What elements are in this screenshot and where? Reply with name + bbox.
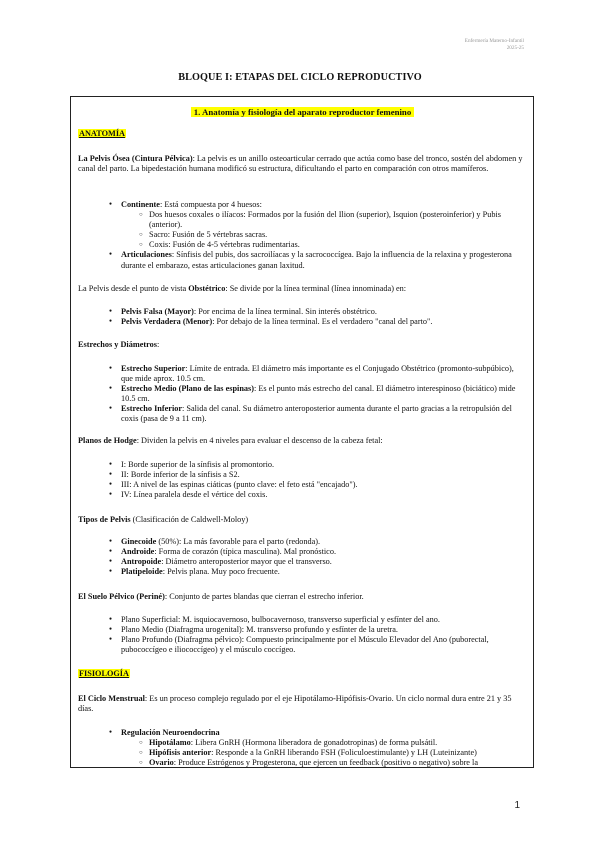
anatomia-label: ANATOMÍA — [79, 129, 125, 138]
antropoide-text: : Diámetro anteroposterior mayor que el transverso. — [161, 557, 332, 567]
section-1-title: 1. Anatomía y fisiología del aparato reproductor femenino — [191, 107, 414, 117]
antropoide-term: Antropoide — [121, 557, 162, 567]
estrecho-medio-text: : Es el punto más estrecho del canal. El diámetro interespinoso (biciático) mide 10.5 cm. — [121, 384, 516, 404]
list-item-androide — [78, 547, 527, 557]
estrecho-inferior-term: Estrecho Inferior — [121, 404, 183, 414]
page-number: 1 — [514, 800, 520, 811]
estrecho-medio-term: Estrecho Medio (Plano de las espinas) — [121, 384, 254, 394]
estrecho-superior-text: : Límite de entrada. El diámetro más importante es el Conjugado Obstétrico (promonto-subpúbico), que mide aprox. 10.5 cm. — [121, 364, 514, 384]
articulaciones-term: Articulaciones — [121, 250, 172, 260]
list-item-hodge-3: ● III: A nivel de las espinas ciáticas (punto clave: el feto está "encajado"). — [78, 480, 527, 490]
pelvis-components-list — [78, 200, 527, 271]
pelvis-osea-paragraph — [78, 154, 527, 174]
header-year: 2025-25 — [506, 44, 524, 51]
obstetrico-paragraph — [78, 284, 527, 294]
hodge-paragraph — [78, 436, 527, 446]
hodge-term: Planos de Hodge — [78, 436, 137, 445]
ginecoide-term: Ginecoide — [121, 537, 157, 546]
estrecho-inferior-text: : Salida del canal. Su diámetro anteroposterior aumenta durante el parto gracias a la retropulsión del coxis (pasa de 9 a 11 cm). — [121, 404, 512, 424]
list-item-pelvis-falsa — [78, 307, 527, 317]
list-item-articulaciones — [78, 250, 527, 270]
estrecho-superior-term: Estrecho Superior — [121, 364, 186, 373]
pelvis-osea-term: La Pelvis Ósea (Cintura Pélvica) — [78, 154, 193, 163]
list-item-pelvis-verdadera — [78, 317, 527, 327]
tipos-list — [78, 537, 527, 577]
regulacion-sublist — [121, 738, 527, 768]
anatomia-heading — [78, 129, 527, 139]
platipeloide-term: Platipeloide — [121, 567, 163, 577]
pelvis-types-list — [78, 307, 527, 327]
ciclo-paragraph — [78, 694, 527, 714]
hipotalamo-term: Hipotálamo — [149, 738, 191, 748]
hipofisis-text: : Responde a la GnRH liberando FSH (Foliculoestimulante) y LH (Luteinizante) — [211, 748, 477, 758]
articulaciones-text: : Sínfisis del pubis, dos sacroilíacas y la sacrococcígea. Bajo la influencia de la relaxina y progesterona durante el embarazo, estas articulaciones ganan laxitud. — [121, 250, 512, 270]
regulacion-list — [78, 728, 527, 768]
obstetrico-pre: La Pelvis desde el punto de vista — [78, 284, 189, 293]
estrechos-title: Estrechos y Diámetros — [78, 340, 157, 349]
list-item-estrecho-inferior — [78, 404, 527, 424]
suelo-paragraph — [78, 592, 527, 602]
pelvis-osea-text: : La pelvis es un anillo osteoarticular cerrado que actúa como base del tronco, sostén del abdomen y canal del parto. La bipedestación humana modificó su estructura, dificultando el parto en comparación con otros mamíferos. — [78, 154, 523, 174]
regulacion-term: Regulación Neuroendocrina — [121, 728, 220, 737]
tipos-text: (Clasificación de Caldwell-Moloy) — [130, 515, 249, 524]
list-item-plano-superficial: ● Plano Superficial: M. isquiocavernoso, bulbocavernoso, transverso superficial y esfínter del ano. — [78, 615, 527, 625]
pelvis-verdadera-text: : Por debajo de la línea terminal. Es el verdadero "canal del parto". — [212, 317, 433, 327]
list-item-sacro: ○ Sacro: Fusión de 5 vértebras sacras. — [78, 230, 527, 240]
list-item-coxales: ○ Dos huesos coxales o ilíacos: Formados por la fusión del Ilion (superior), Isquion (posteroinferior) y Pubis (anterior). — [78, 210, 527, 230]
platipeloide-text: : Pelvis plana. Muy poco frecuente. — [162, 567, 280, 577]
list-item-plano-profundo: ● Plano Profundo (Diafragma pélvico): Compuesto principalmente por el Músculo Elevador del Ano (puborectal, pubococcígeo e iliococcígeo) y el músculo coccígeo. — [78, 635, 527, 655]
list-item-platipeloide — [78, 567, 527, 577]
list-item-estrecho-medio — [78, 384, 527, 404]
continente-term: Continente — [121, 200, 160, 209]
fisiologia-label: FISIOLOGÍA — [79, 669, 129, 678]
hodge-list — [78, 460, 527, 500]
ovario-term: Ovario — [149, 758, 174, 768]
section-1-heading — [78, 107, 527, 118]
suelo-list — [78, 615, 527, 655]
content-frame — [70, 96, 534, 768]
pelvis-falsa-text: : Por encima de la línea terminal. Sin interés obstétrico. — [193, 307, 377, 316]
list-item-plano-medio: ● Plano Medio (Diafragma urogenital): M. transverso profundo y esfínter de la uretra. — [78, 625, 527, 635]
ovario-text: : Produce Estrógenos y Progesterona, que ejercen un feedback (positivo o negativo) sobre la — [173, 758, 478, 768]
estrechos-list — [78, 364, 527, 425]
list-item-hodge-4: ● IV: Línea paralela desde el vértice del coxis. — [78, 490, 527, 500]
hipotalamo-text: : Libera GnRH (Hormona liberadora de gonadotropinas) de forma pulsátil. — [190, 738, 438, 748]
suelo-text: : Conjunto de partes blandas que cierran el estrecho inferior. — [164, 592, 364, 601]
list-item-continente — [78, 200, 527, 250]
continente-sublist — [121, 210, 527, 250]
obstetrico-text: : Se divide por la línea terminal (línea innominada) en: — [225, 284, 407, 293]
list-item-ginecoide — [78, 537, 527, 547]
continente-text: : Está compuesta por 4 huesos: — [159, 200, 262, 209]
androide-text: : Forma de corazón (típica masculina). Mal pronóstico. — [154, 547, 337, 557]
list-item-ovario — [78, 758, 527, 768]
list-item-hipotalamo — [78, 738, 527, 748]
hodge-text: : Dividen la pelvis en 4 niveles para evaluar el descenso de la cabeza fetal: — [136, 436, 383, 445]
list-item-hipofisis — [78, 748, 527, 758]
ginecoide-text: (50%): La más favorable para el parto (redonda). — [156, 537, 321, 546]
suelo-term: El Suelo Pélvico (Periné) — [78, 592, 165, 601]
tipos-paragraph — [78, 515, 527, 525]
estrechos-colon: : — [156, 340, 160, 349]
tipos-term: Tipos de Pelvis — [78, 515, 131, 524]
list-item-antropoide — [78, 557, 527, 567]
page-header — [465, 38, 524, 51]
list-item-coxis: ○ Coxis: Fusión de 4-5 vértebras rudimentarias. — [78, 240, 527, 250]
list-item-regulacion — [78, 728, 527, 768]
hipofisis-term: Hipófisis anterior — [149, 748, 212, 758]
androide-term: Androide — [121, 547, 155, 557]
ciclo-text: : Es un proceso complejo regulado por el eje Hipotálamo-Hipófisis-Ovario. Un ciclo normal dura entre 21 y 35 días. — [78, 694, 512, 714]
pelvis-falsa-term: Pelvis Falsa (Mayor) — [121, 307, 194, 316]
fisiologia-heading — [78, 669, 527, 679]
document-title: BLOQUE I: ETAPAS DEL CICLO REPRODUCTIVO — [178, 72, 422, 83]
list-item-estrecho-superior — [78, 364, 527, 384]
estrechos-heading — [78, 340, 527, 350]
pelvis-verdadera-term: Pelvis Verdadera (Menor) — [121, 317, 213, 327]
obstetrico-term: Obstétrico — [188, 284, 226, 293]
ciclo-term: El Ciclo Menstrual — [78, 694, 145, 703]
list-item-hodge-1: ● I: Borde superior de la sínfisis al promontorio. — [78, 460, 527, 470]
list-item-hodge-2: ● II: Borde inferior de la sínfisis a S2. — [78, 470, 527, 480]
header-course: Enfermería Materno-Infantil — [464, 38, 524, 44]
